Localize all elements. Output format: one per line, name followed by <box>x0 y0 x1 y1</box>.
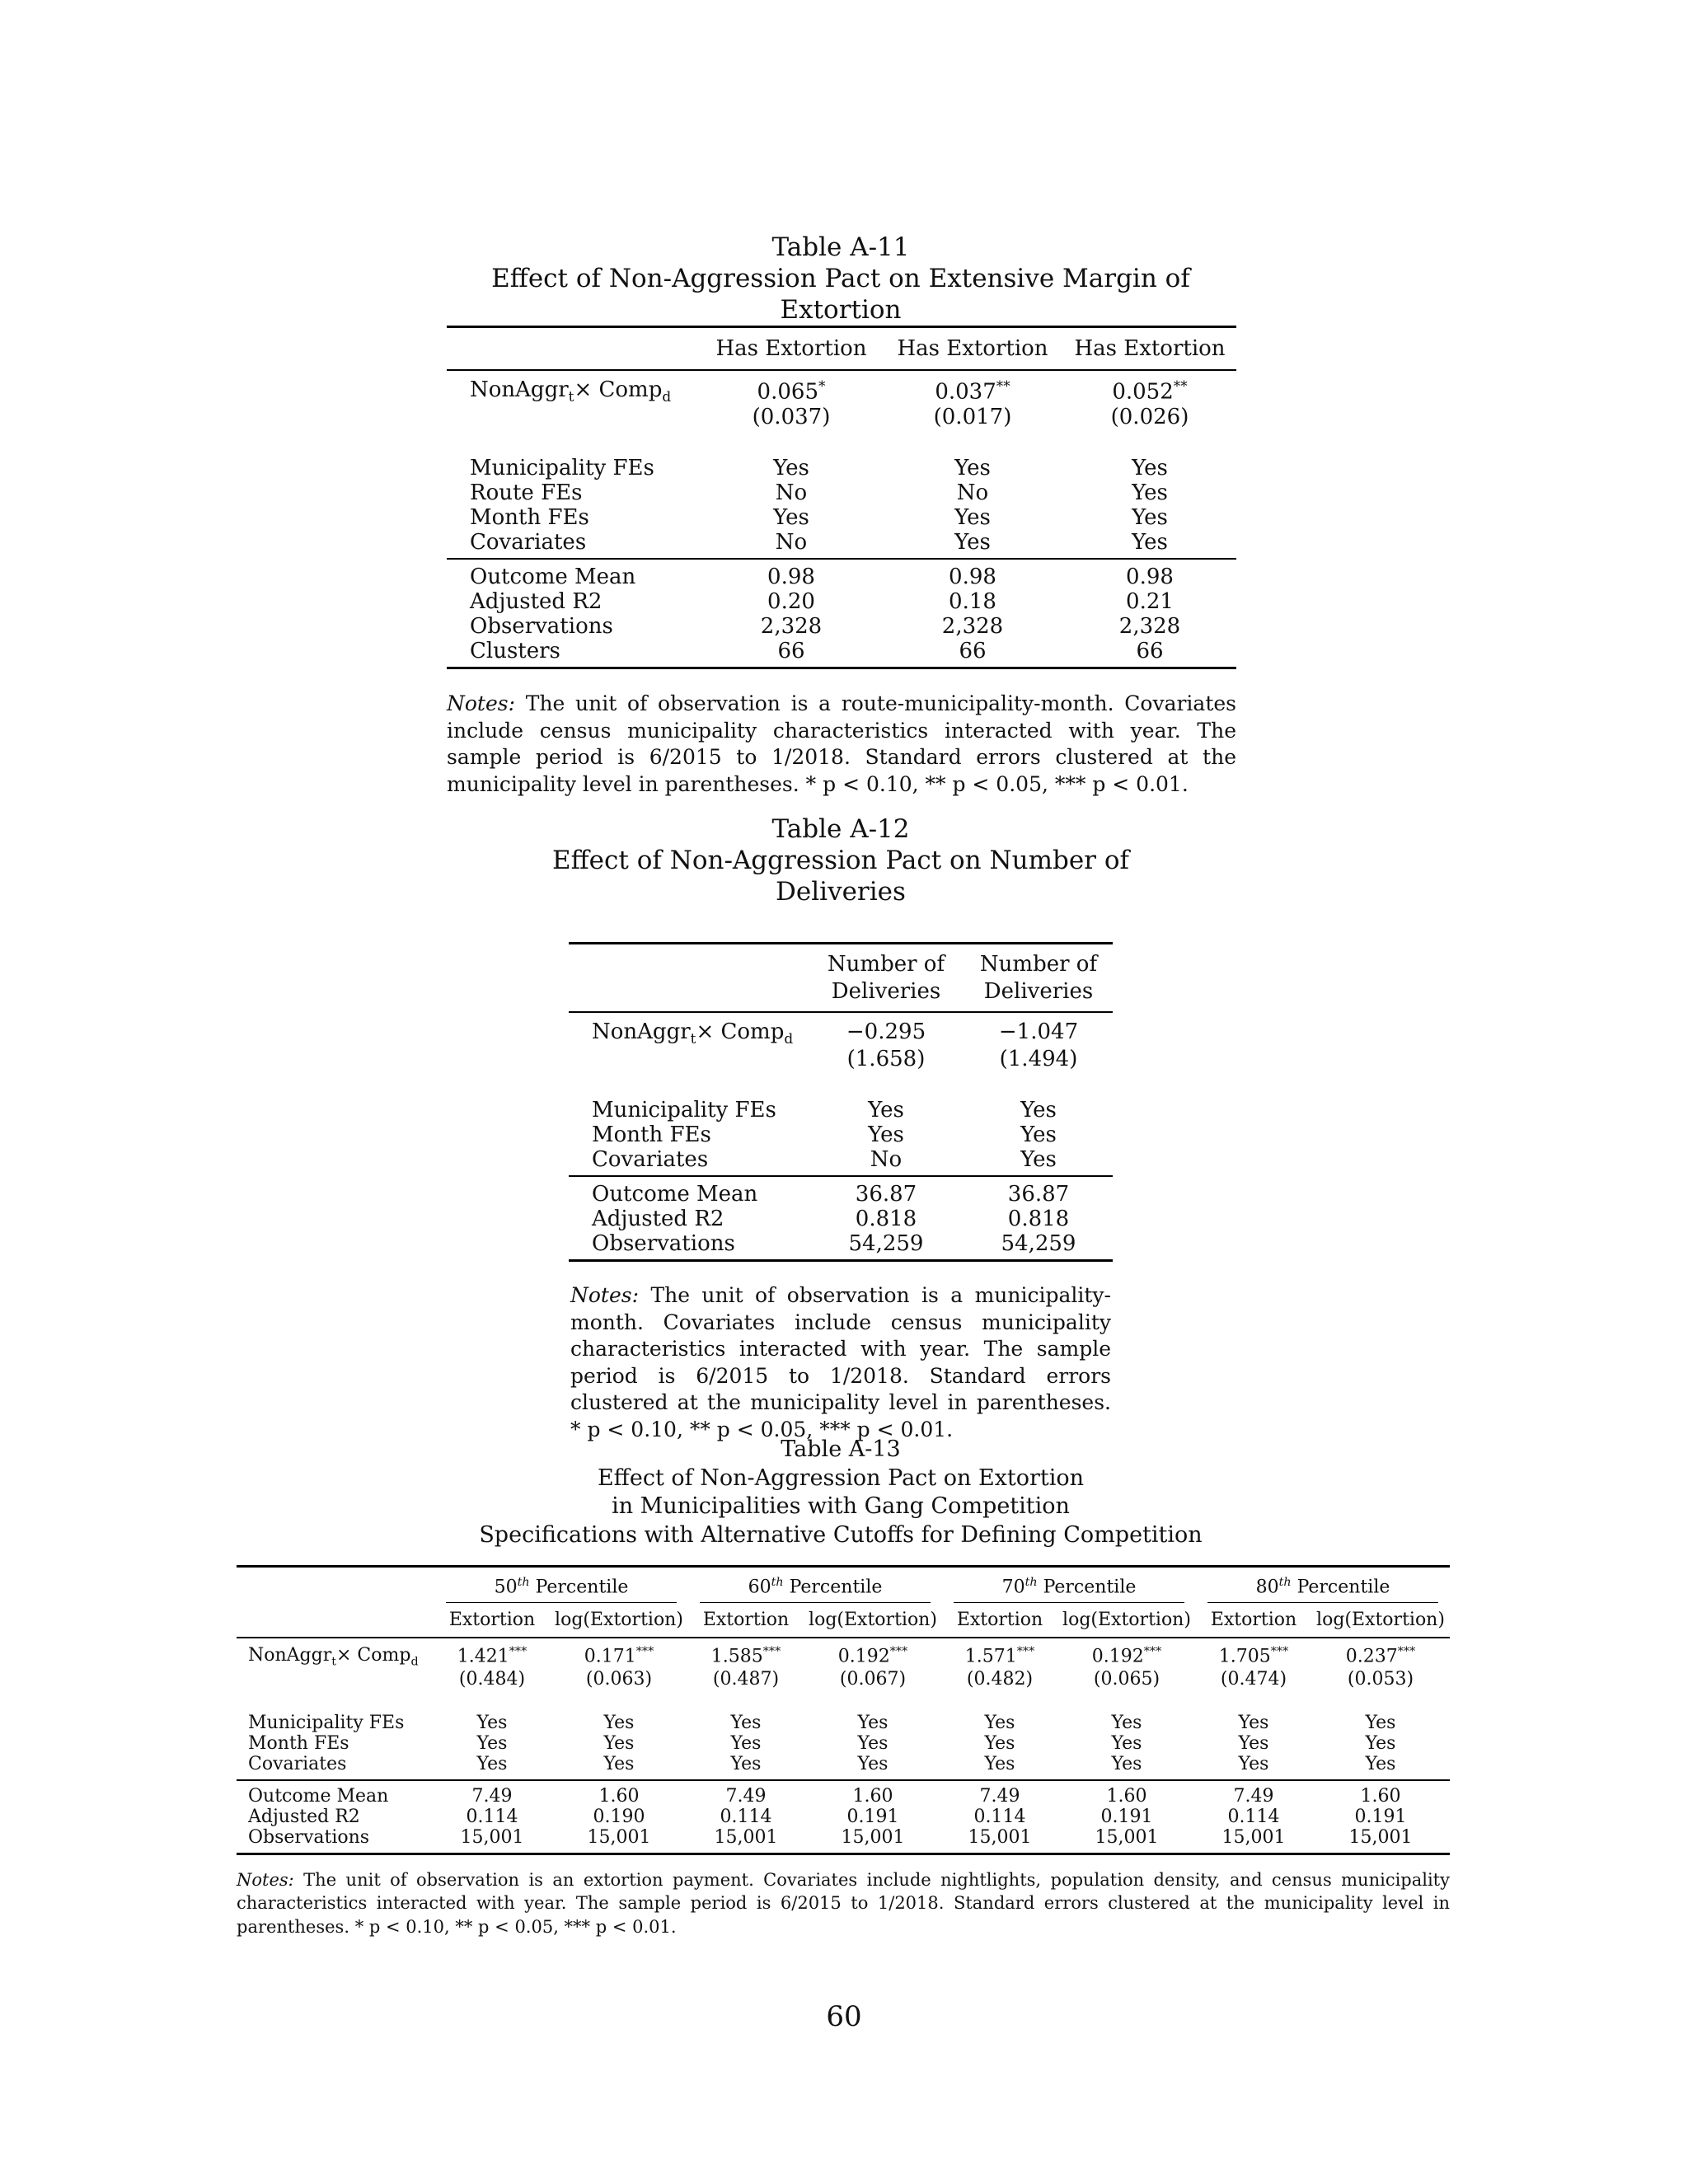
group-header: 60th Percentile <box>688 1567 942 1609</box>
cell: 0.191 <box>1354 1806 1407 1827</box>
se-value: (1.658) <box>846 1047 926 1072</box>
cell: Yes <box>1365 1732 1396 1754</box>
cell: No <box>775 480 808 506</box>
cell: No <box>956 480 989 506</box>
table-a13 <box>237 1565 1450 1855</box>
cell: 15,001 <box>587 1826 651 1848</box>
stat-row <box>447 559 1236 589</box>
cell: Yes <box>954 505 991 531</box>
cell: 1.60 <box>1360 1785 1401 1807</box>
cell: 2,328 <box>1118 614 1181 640</box>
row-label: Observations <box>470 614 613 640</box>
cell: 66 <box>777 639 805 664</box>
notes-label: Notes: <box>570 1283 640 1307</box>
row-label: Covariates <box>470 530 587 555</box>
cell: 0.114 <box>1227 1806 1280 1827</box>
table-a12-caption <box>528 814 1154 907</box>
control-row <box>237 1754 1450 1780</box>
coef-value: 0.192*** <box>837 1645 908 1667</box>
cell: Yes <box>603 1712 635 1733</box>
notes-text: The unit of observation is an extortion payment. Covariates include nightlights, population density, and census municipality characteristics interacted with year. The sample period is 6/2015 to 1/2018. Standard errors clustered at the municipality level in parentheses. <box>237 1870 1450 1937</box>
table-a12-title-line1: Effect of Non-Aggression Pact on Number of <box>552 845 1129 875</box>
cell: Yes <box>954 530 991 555</box>
se-value: (0.474) <box>1220 1668 1287 1690</box>
column-header: log(Extortion) <box>555 1610 683 1631</box>
table-a11-label: Table A-11 <box>771 232 910 262</box>
control-row <box>569 1071 1113 1122</box>
table-a13-notes <box>237 1868 1450 1938</box>
cell: Yes <box>476 1712 508 1733</box>
table-a11-title: Effect of Non-Aggression Pact on Extensive Margin of Extortion <box>491 263 1190 325</box>
cell: Yes <box>857 1712 889 1733</box>
table-a11 <box>447 326 1236 669</box>
table-a12-title-line2: Deliveries <box>776 876 906 907</box>
cell: 15,001 <box>968 1826 1032 1848</box>
cell: Yes <box>857 1732 889 1754</box>
coef-label: NonAggr$_t$× Comp$_d$ <box>470 377 672 405</box>
se-row <box>237 1669 1450 1690</box>
coef-value: 0.052** <box>1112 377 1188 405</box>
cell: Yes <box>1132 456 1168 481</box>
coef-value: 0.237*** <box>1345 1645 1416 1667</box>
column-header: Extortion <box>702 1610 790 1631</box>
coef-value: 1.585*** <box>710 1645 781 1667</box>
se-value: (0.053) <box>1347 1668 1414 1690</box>
table-header-row <box>569 944 1113 1013</box>
control-row <box>237 1690 1450 1733</box>
table-a11-caption <box>445 232 1236 326</box>
cell: Yes <box>1111 1753 1142 1774</box>
coef-row <box>569 1012 1113 1047</box>
table-a13-title-line1: Effect of Non-Aggression Pact on Extortion <box>597 1465 1085 1491</box>
cell: 66 <box>959 639 987 664</box>
control-row <box>447 480 1236 505</box>
cell: 15,001 <box>1348 1826 1413 1848</box>
stat-row <box>237 1780 1450 1807</box>
cell: Yes <box>1132 530 1168 555</box>
cell: Yes <box>1020 1122 1057 1148</box>
se-value: (0.017) <box>933 405 1012 430</box>
column-header: Extortion <box>1210 1610 1297 1631</box>
cell: Yes <box>476 1732 508 1754</box>
cell: 0.98 <box>767 565 815 590</box>
notes-text: The unit of observation is a route-municipality-month. Covariates include census municipality characteristics interacted with year. The sample period is 6/2015 to 1/2018. Standard errors clustered at the municipality level in parentheses. <box>447 691 1237 796</box>
column-header: Has Extortion <box>897 336 1048 361</box>
cell: Yes <box>730 1732 762 1754</box>
group-header: 50th Percentile <box>434 1567 688 1609</box>
cell: 0.114 <box>720 1806 772 1827</box>
cell: Yes <box>773 505 809 531</box>
se-value: (0.484) <box>458 1668 526 1690</box>
cell: Yes <box>1238 1732 1269 1754</box>
se-row <box>447 405 1236 429</box>
table-a11-notes <box>447 691 1236 798</box>
cell: 54,259 <box>848 1231 924 1257</box>
se-value: (0.067) <box>839 1668 907 1690</box>
table-a12-notes <box>570 1282 1111 1443</box>
cell: 7.49 <box>725 1785 767 1807</box>
cell: 36.87 <box>1007 1182 1070 1207</box>
cell: Yes <box>984 1712 1015 1733</box>
cell: 2,328 <box>760 614 823 640</box>
coef-value: 1.705*** <box>1218 1645 1289 1667</box>
cell: Yes <box>1020 1098 1057 1123</box>
cell: Yes <box>868 1122 904 1148</box>
row-label: Clusters <box>470 639 560 664</box>
page-number: 60 <box>826 2000 862 2033</box>
row-label: Covariates <box>592 1147 709 1173</box>
column-header: Number of Deliveries <box>979 952 1098 1004</box>
cell: Yes <box>603 1753 635 1774</box>
row-label: Month FEs <box>248 1732 349 1754</box>
cell: 0.98 <box>949 565 996 590</box>
column-header: log(Extortion) <box>1062 1610 1191 1631</box>
cell: 15,001 <box>714 1826 778 1848</box>
coef-value: 0.192*** <box>1091 1645 1162 1667</box>
stat-row <box>447 614 1236 639</box>
se-value: (0.487) <box>712 1668 780 1690</box>
column-header: log(Extortion) <box>809 1610 937 1631</box>
table-a13-title-line2: in Municipalities with Gang Competition <box>612 1493 1070 1520</box>
column-header: Has Extortion <box>715 336 867 361</box>
group-header: 80th Percentile <box>1196 1567 1450 1609</box>
cell: No <box>870 1147 903 1173</box>
coef-value: 1.571*** <box>964 1645 1035 1667</box>
cell: 0.114 <box>466 1806 518 1827</box>
se-value: (0.026) <box>1110 405 1189 430</box>
cell: 7.49 <box>1233 1785 1274 1807</box>
coef-value: 0.065* <box>757 377 826 405</box>
cell: Yes <box>730 1712 762 1733</box>
cell: Yes <box>1111 1732 1142 1754</box>
significance-text: * p < 0.10, ** p < 0.05, *** p < 0.01. <box>805 771 1189 796</box>
row-label: Outcome Mean <box>248 1785 389 1807</box>
cell: 15,001 <box>841 1826 905 1848</box>
coef-row <box>447 370 1236 405</box>
cell: Yes <box>1132 505 1168 531</box>
cell: 2,328 <box>941 614 1004 640</box>
cell: Yes <box>730 1753 762 1774</box>
se-value: (0.065) <box>1093 1668 1160 1690</box>
table-a13-label: Table A-13 <box>781 1436 901 1462</box>
cell: 54,259 <box>1001 1231 1076 1257</box>
row-label: Municipality FEs <box>592 1098 776 1123</box>
stat-row <box>569 1176 1113 1207</box>
cell: 0.191 <box>1100 1806 1153 1827</box>
table-header-row <box>447 327 1236 371</box>
cell: No <box>775 530 808 555</box>
table-a13-caption <box>445 1436 1236 1549</box>
cell: 66 <box>1136 639 1164 664</box>
cell: 15,001 <box>460 1826 524 1848</box>
cell: 1.60 <box>1106 1785 1147 1807</box>
cell: 7.49 <box>471 1785 513 1807</box>
cell: 0.818 <box>1007 1207 1070 1232</box>
cell: Yes <box>868 1098 904 1123</box>
cell: Yes <box>984 1732 1015 1754</box>
cell: Yes <box>1365 1753 1396 1774</box>
row-label: Route FEs <box>470 480 583 506</box>
control-row <box>447 530 1236 559</box>
row-label: Outcome Mean <box>470 565 636 590</box>
cell: Yes <box>984 1753 1015 1774</box>
row-label: Month FEs <box>470 505 589 531</box>
row-label: Observations <box>248 1826 370 1848</box>
stat-row <box>569 1231 1113 1261</box>
cell: 36.87 <box>855 1182 917 1207</box>
cell: 0.191 <box>846 1806 899 1827</box>
coef-value: 0.037** <box>935 377 1010 405</box>
cell: Yes <box>954 456 991 481</box>
group-header-row <box>237 1567 1450 1609</box>
cell: Yes <box>476 1753 508 1774</box>
se-row <box>569 1047 1113 1071</box>
row-label: Outcome Mean <box>592 1182 758 1207</box>
cell: Yes <box>1365 1712 1396 1733</box>
column-header-row <box>237 1608 1450 1638</box>
row-label: Adjusted R2 <box>592 1207 724 1232</box>
stat-row <box>569 1207 1113 1231</box>
coef-label: NonAggr$_t$× Comp$_d$ <box>248 1645 419 1669</box>
row-label: Month FEs <box>592 1122 711 1148</box>
row-label: Municipality FEs <box>248 1712 405 1733</box>
significance-text: * p < 0.10, ** p < 0.05, *** p < 0.01. <box>354 1916 677 1937</box>
table-a13-title-line3: Specifications with Alternative Cutoffs for Defining Competition <box>479 1521 1203 1548</box>
coef-label: NonAggr$_t$× Comp$_d$ <box>592 1019 794 1047</box>
cell: Yes <box>1238 1753 1269 1774</box>
coef-value: 1.421*** <box>457 1645 528 1667</box>
significance-text: * p < 0.10, ** p < 0.05, *** p < 0.01. <box>570 1417 954 1441</box>
group-header: 70th Percentile <box>942 1567 1196 1609</box>
cell: 0.21 <box>1126 589 1174 615</box>
coef-value: 0.171*** <box>584 1645 654 1667</box>
control-row <box>237 1733 1450 1754</box>
stat-row <box>237 1807 1450 1827</box>
cell: Yes <box>1111 1712 1142 1733</box>
cell: 0.190 <box>593 1806 645 1827</box>
column-header: Has Extortion <box>1074 336 1226 361</box>
se-value: (0.482) <box>966 1668 1034 1690</box>
cell: Yes <box>773 456 809 481</box>
column-header: Extortion <box>448 1610 536 1631</box>
control-row <box>569 1122 1113 1147</box>
se-value: (0.037) <box>752 405 831 430</box>
cell: 1.60 <box>852 1785 893 1807</box>
table-a12-label: Table A-12 <box>771 814 910 844</box>
stat-row <box>447 589 1236 614</box>
control-row <box>569 1147 1113 1176</box>
cell: Yes <box>1132 480 1168 506</box>
cell: 1.60 <box>598 1785 640 1807</box>
coef-value: −1.047 <box>998 1019 1079 1044</box>
se-value: (1.494) <box>999 1047 1078 1072</box>
control-row <box>447 429 1236 480</box>
cell: Yes <box>1020 1147 1057 1173</box>
stat-row <box>447 639 1236 668</box>
notes-label: Notes: <box>237 1870 294 1890</box>
cell: Yes <box>603 1732 635 1754</box>
cell: Yes <box>1238 1712 1269 1733</box>
cell: 0.818 <box>855 1207 917 1232</box>
row-label: Observations <box>592 1231 735 1257</box>
cell: 0.98 <box>1126 565 1174 590</box>
cell: Yes <box>857 1753 889 1774</box>
control-row <box>447 505 1236 530</box>
column-header: log(Extortion) <box>1316 1610 1445 1631</box>
stat-row <box>237 1827 1450 1854</box>
row-label: Adjusted R2 <box>248 1806 360 1827</box>
notes-label: Notes: <box>447 691 516 715</box>
column-header: Extortion <box>956 1610 1043 1631</box>
row-label: Covariates <box>248 1753 347 1774</box>
coef-row <box>237 1638 1450 1668</box>
cell: 0.20 <box>767 589 815 615</box>
cell: 7.49 <box>979 1785 1020 1807</box>
table-a12 <box>569 942 1113 1262</box>
cell: 0.18 <box>949 589 996 615</box>
coef-value: −0.295 <box>846 1019 926 1044</box>
notes-text: The unit of observation is a municipality-month. Covariates include census municipality characteristics interacted with year. The sample period is 6/2015 to 1/2018. Standard errors clustered at the municipality level in parentheses. <box>570 1283 1111 1414</box>
cell: 15,001 <box>1221 1826 1286 1848</box>
cell: 15,001 <box>1095 1826 1159 1848</box>
row-label: Municipality FEs <box>470 456 654 481</box>
row-label: Adjusted R2 <box>470 589 603 615</box>
se-value: (0.063) <box>585 1668 653 1690</box>
cell: 0.114 <box>973 1806 1026 1827</box>
column-header: Number of Deliveries <box>827 952 945 1004</box>
